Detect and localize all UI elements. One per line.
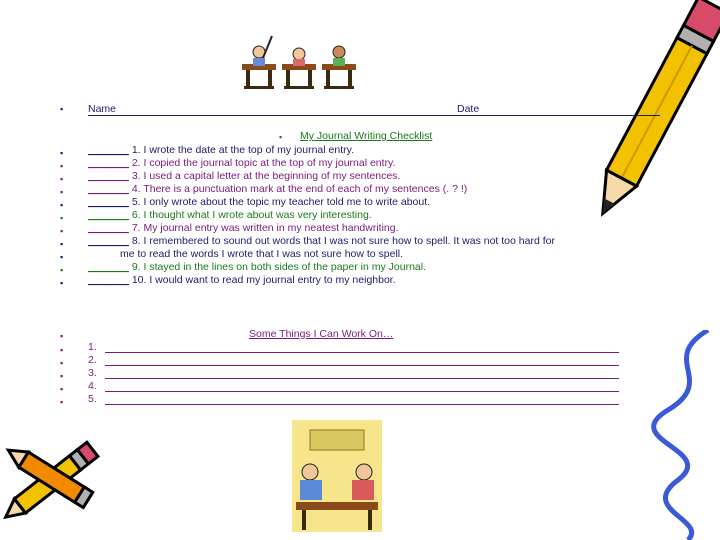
work-on-item: 2. — [88, 354, 97, 367]
checkbox-blank[interactable]: _______ — [88, 196, 129, 208]
work-on-item: 1. — [88, 341, 97, 354]
list-bullet: ▪ — [60, 161, 64, 171]
squiggle-decoration — [648, 330, 720, 540]
list-bullet: ▪ — [60, 200, 64, 210]
students-at-desks-clipart — [238, 14, 360, 96]
writing-line[interactable] — [105, 352, 619, 353]
list-bullet: ▪ — [60, 265, 64, 275]
name-date-line[interactable] — [88, 103, 660, 116]
checklist-item: _______ 9. I stayed in the lines on both sides of the paper in my Journal. — [88, 261, 427, 273]
checkbox-blank[interactable]: _______ — [88, 209, 129, 221]
list-bullet: ▪ — [60, 252, 64, 262]
checkbox-blank[interactable]: _______ — [88, 183, 129, 195]
list-bullet: ▪ — [60, 104, 64, 114]
checklist-item: _______ 10. I would want to read my journal entry to my neighbor. — [88, 274, 396, 286]
checkbox-blank[interactable]: _______ — [88, 261, 129, 273]
checkbox-blank[interactable]: _______ — [88, 144, 129, 156]
classroom-clipart — [292, 420, 382, 532]
checklist-item: _______ 6. I thought what I wrote about was very interesting. — [88, 209, 372, 221]
work-on-title: Some Things I Can Work On… — [249, 328, 394, 340]
checkbox-blank[interactable]: _______ — [88, 274, 129, 286]
checklist-item: _______ 1. I wrote the date at the top of my journal entry. — [88, 144, 355, 156]
checklist-title: My Journal Writing Checklist — [300, 130, 433, 142]
list-bullet: ▪ — [60, 239, 64, 249]
name-label: Name — [88, 103, 117, 115]
list-bullet: ▪ — [60, 345, 64, 355]
date-label: Date — [457, 103, 480, 115]
checklist-item: _______ 2. I copied the journal topic at the top of my journal entry. — [88, 157, 396, 169]
work-on-item: 3. — [88, 367, 97, 380]
list-bullet: ▪ — [60, 384, 64, 394]
checklist-item-continuation: me to read the words I wrote that I was not sure how to spell. — [120, 248, 404, 260]
checklist-item: _______ 8. I remembered to sound out words that I was not sure how to spell. It was not too hard for — [88, 235, 555, 247]
crossed-pencils-icon — [0, 420, 116, 540]
checklist-item: _______ 3. I used a capital letter at the beginning of my sentences. — [88, 170, 401, 182]
work-on-item: 5. — [88, 393, 97, 406]
list-bullet: ▪ — [60, 148, 64, 158]
list-bullet: ▪ — [60, 371, 64, 381]
checklist-item: _______ 4. There is a punctuation mark at the end of each of my sentences (. ? !) — [88, 183, 468, 195]
list-bullet: ▪ — [60, 187, 64, 197]
checklist-item: _______ 7. My journal entry was written in my neatest handwriting. — [88, 222, 399, 234]
list-bullet: ▪ — [279, 132, 283, 142]
list-bullet: ▪ — [60, 278, 64, 288]
checklist-item: _______ 5. I only wrote about the topic my teacher told me to write about. — [88, 196, 431, 208]
list-bullet: ▪ — [60, 213, 64, 223]
writing-line[interactable] — [105, 378, 619, 379]
list-bullet: ▪ — [60, 358, 64, 368]
list-bullet: ▪ — [60, 331, 64, 341]
list-bullet: ▪ — [60, 397, 64, 407]
checkbox-blank[interactable]: _______ — [88, 222, 129, 234]
writing-line[interactable] — [105, 365, 619, 366]
work-on-item: 4. — [88, 380, 97, 393]
checkbox-blank[interactable]: _______ — [88, 235, 129, 247]
checkbox-blank[interactable]: _______ — [88, 170, 129, 182]
writing-line[interactable] — [105, 391, 619, 392]
list-bullet: ▪ — [60, 226, 64, 236]
writing-line[interactable] — [105, 404, 619, 405]
checkbox-blank[interactable]: _______ — [88, 157, 129, 169]
list-bullet: ▪ — [60, 174, 64, 184]
